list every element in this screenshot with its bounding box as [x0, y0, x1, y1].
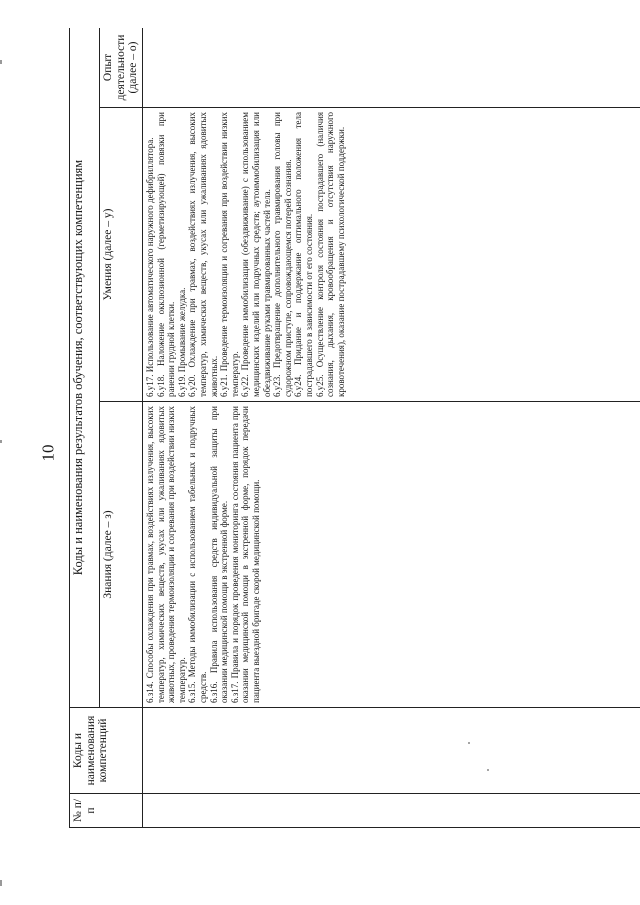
- skill-item: 6.у21. Проведение термоизоляции и согревания при воздействии низких температур.: [219, 112, 240, 397]
- rotated-table-container: [69, 28, 640, 828]
- header-skills: Умения (далее – у): [100, 108, 143, 402]
- knowledge-item: 6.з16. Правила использования средств индивидуальной защиты при оказании медицинской помощи в экстренной форме.: [208, 406, 230, 703]
- skill-item: 6.у18. Наложение окклюзионной (герметизирующей) повязки при ранении грудной клетки.: [155, 112, 177, 397]
- cell-num-empty: [142, 794, 640, 828]
- skills-cell: [142, 108, 640, 402]
- skill-item: 6.у20. Охлаждение при травмах, воздействиях излучения, высоких температур, химических веществ, укусах или ужаливаниях ядовитых животных.: [187, 112, 219, 397]
- skill-item: 6.у25. Осуществление контроля состояния пострадавшего (наличия сознания, дыхания, кровообращения и отсутствия наружного кровотечения), оказание пострадавшему психологической поддержки.: [314, 112, 346, 397]
- competencies-table: [69, 28, 640, 828]
- scan-mark: [0, 440, 2, 443]
- scan-dot: [487, 769, 489, 771]
- header-num: № п/п: [70, 794, 143, 828]
- skill-item: 6.у24. Придание и поддержание оптимального положения тела пострадавшего в зависимости от его состояния.: [293, 112, 315, 397]
- scan-mark: [0, 60, 2, 64]
- scan-dot: [468, 742, 470, 744]
- knowledge-item: 6.з17. Правила и порядок проведения мониторинга состояния пациента при оказании медицинской помощи в экстренной форме, порядок передачи пациента выездной бригаде скорой медицинской помощи.: [229, 406, 262, 703]
- header-experience: Опыт деятельности (далее – о): [100, 28, 143, 108]
- knowledge-item: 6.з14. Способы охлаждения при травмах, воздействиях излучения, высоких температур, химических веществ, укусах или ужаливаниях ядовитых животных, проведения термоизоляции и согревания при воздействии низких температур.: [144, 406, 187, 703]
- experience-cell: [142, 28, 640, 108]
- page-number: 10: [38, 444, 58, 462]
- scan-mark: [0, 880, 2, 886]
- header-knowledge: Знания (далее – з): [100, 402, 143, 708]
- rotated-table-inner: [69, 28, 640, 828]
- skill-item: 6.у17. Использование автоматического наружного дефибриллятора.: [144, 137, 155, 397]
- cell-codes-empty: [142, 708, 640, 794]
- header-results-title: Коды и наименования результатов обучения, соответствующих компетенциям: [70, 28, 100, 708]
- skill-item: 6.у22. Проведение иммобилизации (обездвиживание) с использованием медицинских изделий или подручных средств; аутоиммобилизация или обездвиживание руками травмированных частей тела.: [240, 112, 272, 397]
- skill-item: 6.у19. Промывание желудка.: [176, 287, 187, 397]
- knowledge-item: 6.з15. Методы иммобилизации с использованием табельных и подручных средств.: [187, 406, 208, 703]
- skill-item: 6.у23. Предотвращение дополнительного травмирования головы при судорожном приступе, сопровождающемся потерей сознания.: [272, 112, 293, 397]
- header-codes: Коды и наименования компетенций: [70, 708, 143, 794]
- knowledge-cell: [142, 402, 640, 708]
